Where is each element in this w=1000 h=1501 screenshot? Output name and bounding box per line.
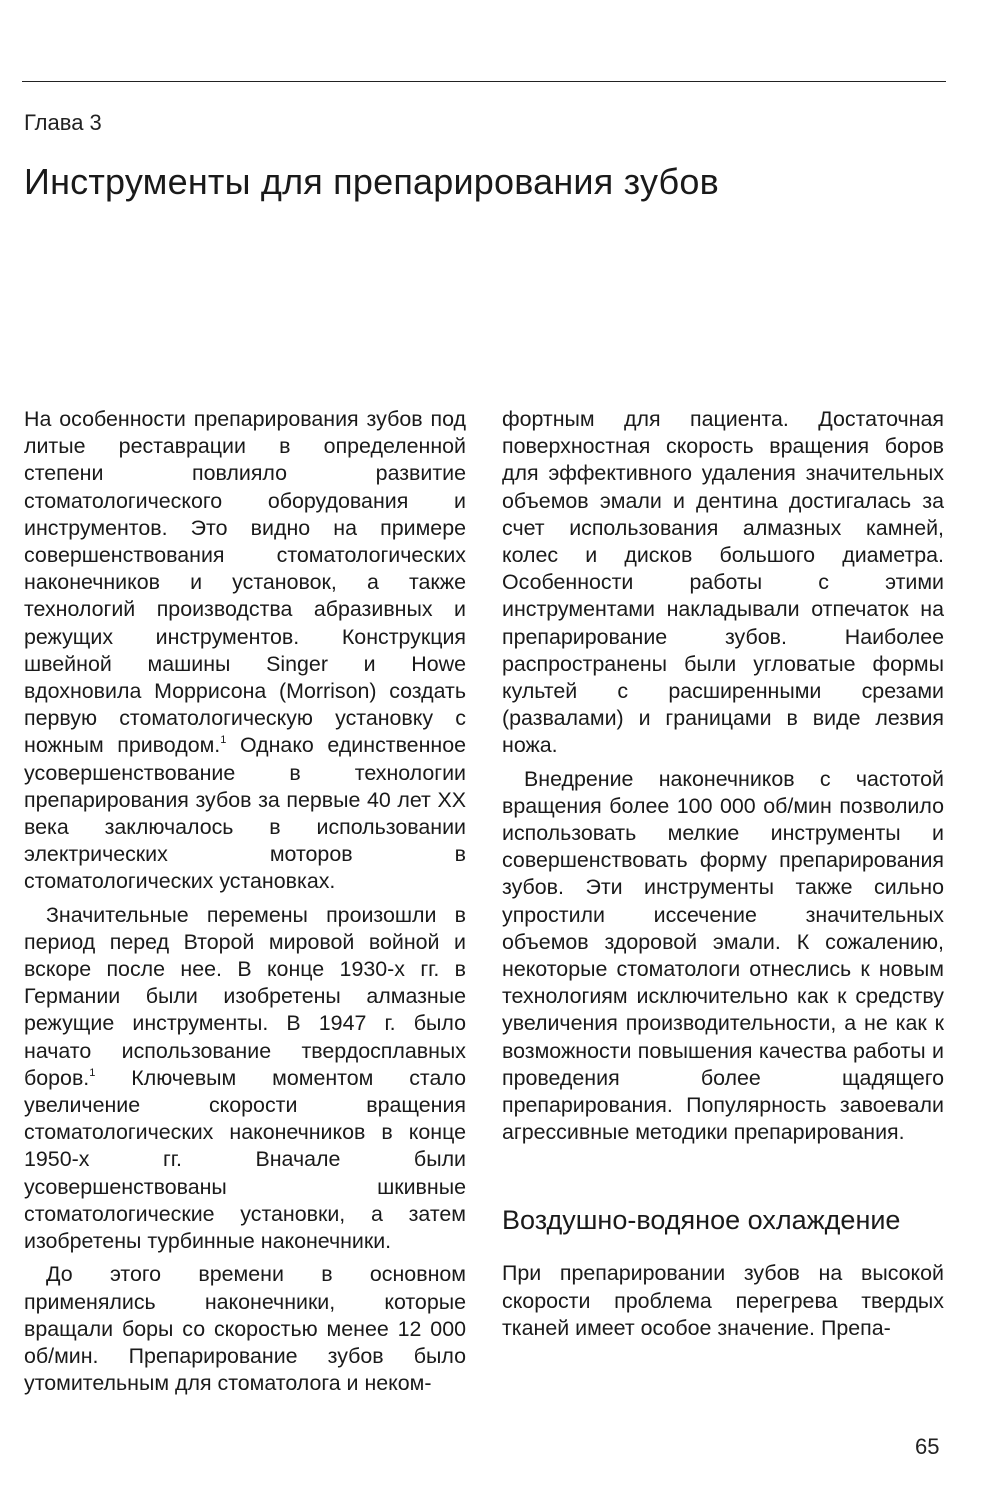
page-number: 65 [915,1434,940,1459]
chapter-label: Глава 3 [24,110,102,135]
paragraph: фортным для пациента. Достаточная поверхностная скорость вращения боров для эффективного удаления значительных объемов эмали и дентина достигалась за счет использования алмазных камней, колес и дисков большого диаметра. Особенности работы с этими инструментами накладывали отпечаток на препарирование зубов. Наиболее распространены были угловатые формы культей с расширенными срезами (развалами) и границами в виде лезвия ножа. [502,407,944,758]
left-column [24,406,466,1403]
footnote-ref: 1 [220,734,227,747]
paragraph-text: Ключевым моментом стало увеличение скорости вращения стоматологических наконечников в конце 1950-х гг. Вначале были усовершенствованы шкивные стоматологические установки, а затем изобретены турбинные наконечники. [24,1065,466,1254]
section-heading: Воздушно-водяное охлаждение [502,1205,901,1236]
paragraph-text: Значительные перемены произошли в период перед Второй мировой войной и вскоре после нее. В конце 1930-х гг. в Германии были изобретены алмазные режущие инструменты. В 1947 г. было начато использование твердосплавных боров. [24,902,466,1090]
paragraph-text: На особенности препарирования зубов под литые реставрации в определенной степени повлияло развитие стоматологического оборудования и инструментов. Это видно на примере совершенствования стоматологических наконечников и установок, а также технологий производства абразивных и режущих инструментов. Конструкция швейной машины Singer и Howe вдохновила Моррисона (Morrison) создать первую стоматологическую установку с ножным приводом. [24,407,466,758]
paragraph: До этого времени в основном применялись наконечники, которые вращали боры со скоростью менее 12 000 об/мин. Препарирование зубов было утомительным для стоматолога и неком- [24,1262,466,1396]
paragraph: При препарировании зубов на высокой скорости проблема перегрева твердых тканей имеет особое значение. Препа- [502,1261,944,1340]
header-rule [22,81,946,82]
chapter-title: Инструменты для препарирования зубов [24,161,719,202]
right-column [502,406,944,1348]
paragraph-text: Однако единственное усовершенствование в технологии препарирования зубов за первые 40 лет XX века заключалось в использовании электрических моторов в стоматологических установках. [24,733,467,894]
paragraph [24,406,466,896]
paragraph [24,902,466,1256]
paragraph: Внедрение наконечников с частотой вращения более 100 000 об/мин позволило использовать мелкие инструменты и совершенствовать форму препарирования зубов. Эти инструменты также сильно упростили иссечение значительных объемов здоровой эмали. К сожалению, некоторые стоматологи отнеслись к новым технологиям исключительно как к средству увеличения производительности, а не как к возможности повышения качества работы и проведения более щадящего препарирования. Популярность завоевали агрессивные методики препарирования. [502,766,944,1145]
footnote-ref: 1 [89,1066,96,1079]
